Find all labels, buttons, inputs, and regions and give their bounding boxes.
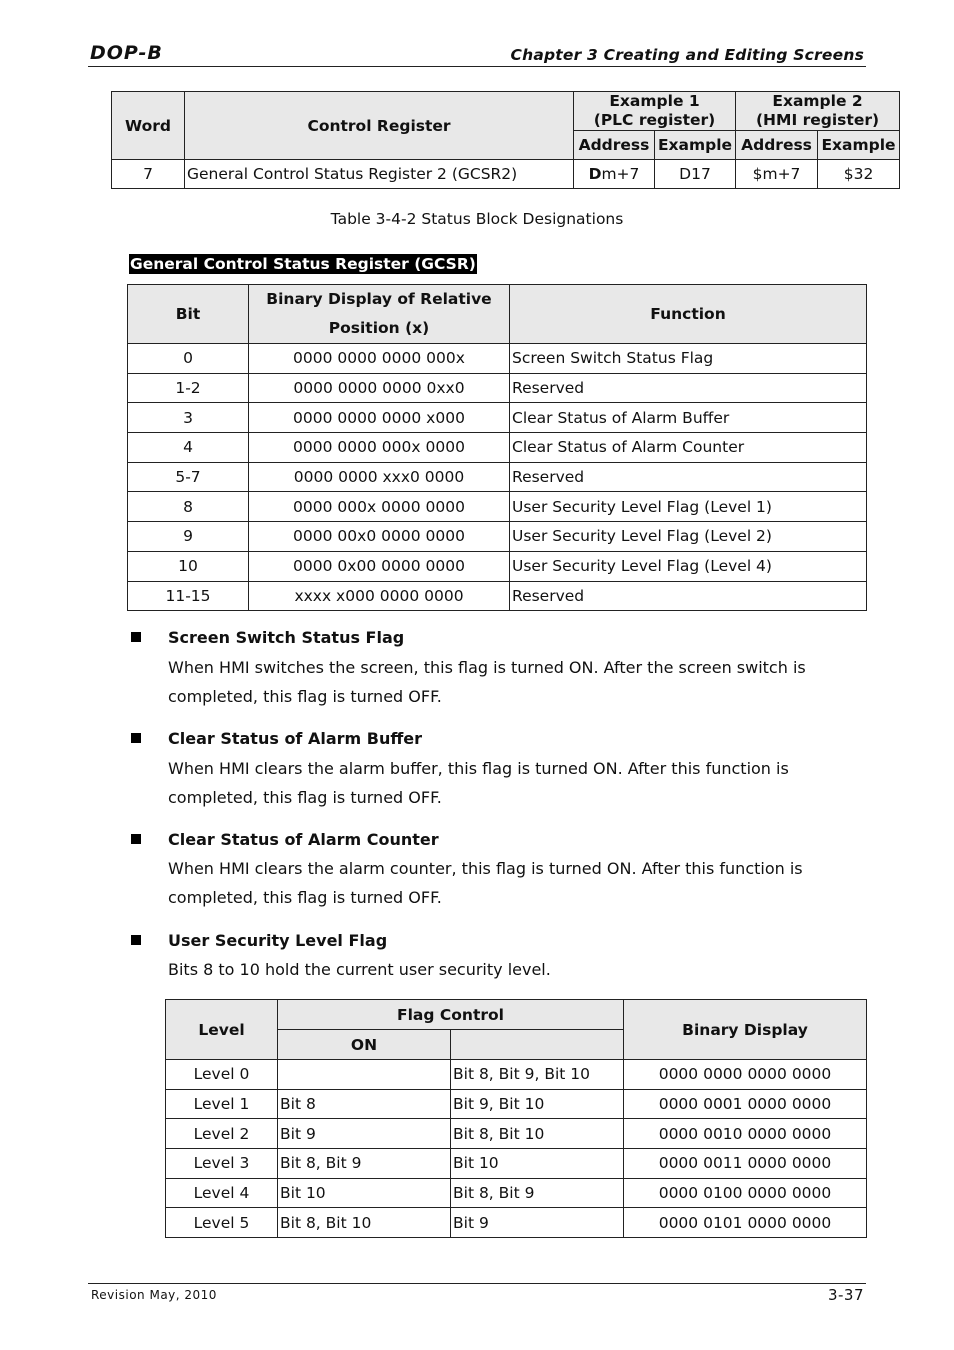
cell-binary: 0000 0011 0000 0000 (624, 1149, 867, 1179)
bullet-square-icon (131, 632, 141, 642)
cell-level: Level 0 (166, 1060, 278, 1090)
chapter-title: Chapter 3 Creating and Editing Screens (510, 46, 864, 64)
body-line: When HMI switches the screen, this flag is turned ON. After the screen switch is (168, 658, 806, 677)
table-row (128, 433, 867, 463)
cell-bit: 4 (128, 433, 249, 463)
cell-on: Bit 10 (278, 1178, 451, 1208)
cell-level: Level 5 (166, 1208, 278, 1238)
cell-binary: 0000 0x00 0000 0000 (249, 551, 510, 581)
header-binary-display: Binary Display (624, 1000, 867, 1060)
section-heading: General Control Status Register (GCSR) (130, 255, 476, 273)
header-word: Word (112, 92, 185, 160)
table-row (128, 551, 867, 581)
body-line: When HMI clears the alarm counter, this flag is turned ON. After this function is (168, 859, 803, 878)
revision-date: Revision May, 2010 (91, 1288, 217, 1302)
cell-hmi-example: $32 (818, 160, 900, 189)
cell-function: Reserved (510, 581, 867, 611)
bullet-square-icon (131, 935, 141, 945)
cell-on: Bit 8 (278, 1089, 451, 1119)
section-body-alarm-buffer (168, 755, 848, 812)
cell-function: Clear Status of Alarm Counter (510, 433, 867, 463)
table-row (166, 1178, 867, 1208)
header-binary-line2: Position (x) (328, 319, 430, 337)
cell-binary: 0000 000x 0000 0000 (249, 492, 510, 522)
header-plc-example: Example (655, 131, 736, 160)
section-body-alarm-counter (168, 855, 848, 912)
section-body-user-security (168, 956, 848, 985)
cell-function: User Security Level Flag (Level 1) (510, 492, 867, 522)
body-line: Bits 8 to 10 hold the current user security level. (168, 960, 551, 979)
footer-divider (88, 1283, 866, 1284)
cell-binary: 0000 0000 0000 000x (249, 344, 510, 374)
header-flag-control: Flag Control (278, 1000, 624, 1030)
cell-register: General Control Status Register 2 (GCSR2) (185, 160, 574, 189)
gcsr-table (127, 284, 867, 611)
header-example2-line1: Example 2 (772, 92, 863, 110)
section-title-alarm-buffer: Clear Status of Alarm Buffer (168, 729, 423, 748)
cell-binary: xxxx x000 0000 0000 (249, 581, 510, 611)
header-on: ON (278, 1030, 451, 1060)
cell-on: Bit 8, Bit 10 (278, 1208, 451, 1238)
cell-function: Clear Status of Alarm Buffer (510, 403, 867, 433)
cell-bit: 11-15 (128, 581, 249, 611)
cell-off: Bit 8, Bit 9 (451, 1178, 624, 1208)
cell-level: Level 1 (166, 1089, 278, 1119)
header-example2 (736, 92, 900, 131)
cell-level: Level 2 (166, 1119, 278, 1149)
cell-binary: 0000 0100 0000 0000 (624, 1178, 867, 1208)
security-level-table (165, 999, 867, 1238)
cell-level: Level 3 (166, 1149, 278, 1179)
cell-hmi-address: $m+7 (736, 160, 818, 189)
cell-off: Bit 8, Bit 9, Bit 10 (451, 1060, 624, 1090)
cell-off: Bit 8, Bit 10 (451, 1119, 624, 1149)
cell-off: Bit 9 (451, 1208, 624, 1238)
header-control-register: Control Register (185, 92, 574, 160)
cell-bit: 8 (128, 492, 249, 522)
cell-binary: 0000 00x0 0000 0000 (249, 522, 510, 552)
cell-plc-address (574, 160, 655, 189)
cell-bit: 1-2 (128, 373, 249, 403)
section-title-alarm-counter: Clear Status of Alarm Counter (168, 830, 439, 849)
cell-bit: 10 (128, 551, 249, 581)
cell-bit: 0 (128, 344, 249, 374)
cell-function: Reserved (510, 373, 867, 403)
cell-word: 7 (112, 160, 185, 189)
address-prefix: D (588, 165, 602, 183)
cell-level: Level 4 (166, 1178, 278, 1208)
table-row (128, 581, 867, 611)
cell-binary: 0000 0010 0000 0000 (624, 1119, 867, 1149)
header-binary-line1: Binary Display of Relative (266, 290, 492, 308)
body-line: completed, this flag is turned OFF. (168, 787, 442, 807)
header-plc-address: Address (574, 131, 655, 160)
cell-on: Bit 9 (278, 1119, 451, 1149)
cell-bit: 5-7 (128, 462, 249, 492)
section-body-screen-switch (168, 654, 848, 711)
header-example1-line1: Example 1 (609, 92, 700, 110)
table-caption: Table 3-4-2 Status Block Designations (330, 210, 624, 228)
table-row (128, 373, 867, 403)
table-row (166, 1060, 867, 1090)
body-line: When HMI clears the alarm buffer, this flag is turned ON. After this function is (168, 759, 789, 778)
cell-off: Bit 9, Bit 10 (451, 1089, 624, 1119)
cell-binary: 0000 0000 0000 x000 (249, 403, 510, 433)
table-row (166, 1089, 867, 1119)
cell-function: Reserved (510, 462, 867, 492)
header-hmi-address: Address (736, 131, 818, 160)
table-row (128, 522, 867, 552)
header-hmi-example: Example (818, 131, 900, 160)
body-line: completed, this flag is turned OFF. (168, 686, 442, 706)
cell-binary: 0000 0000 0000 0xx0 (249, 373, 510, 403)
table-row (112, 160, 900, 189)
cell-bit: 9 (128, 522, 249, 552)
bullet-square-icon (131, 834, 141, 844)
header-example2-line2: (HMI register) (755, 111, 880, 129)
cell-binary: 0000 0000 000x 0000 (249, 433, 510, 463)
cell-plc-example: D17 (655, 160, 736, 189)
header-bit: Bit (128, 285, 249, 344)
body-line: completed, this flag is turned OFF. (168, 887, 442, 907)
header-off (451, 1030, 624, 1060)
brand-logo: DOP-B (90, 42, 163, 64)
cell-on (278, 1060, 451, 1090)
header-divider (88, 66, 866, 67)
table-row (128, 462, 867, 492)
table-row (166, 1119, 867, 1149)
cell-binary: 0000 0001 0000 0000 (624, 1089, 867, 1119)
cell-function: User Security Level Flag (Level 2) (510, 522, 867, 552)
cell-bit: 3 (128, 403, 249, 433)
status-block-table (111, 91, 900, 189)
table-row (128, 492, 867, 522)
cell-function: User Security Level Flag (Level 4) (510, 551, 867, 581)
bullet-square-icon (131, 733, 141, 743)
header-function: Function (510, 285, 867, 344)
section-title-screen-switch: Screen Switch Status Flag (168, 628, 405, 647)
cell-function: Screen Switch Status Flag (510, 344, 867, 374)
table-row (128, 403, 867, 433)
cell-binary: 0000 0000 0000 0000 (624, 1060, 867, 1090)
address-suffix: m+7 (601, 165, 640, 183)
section-title-user-security: User Security Level Flag (168, 931, 388, 950)
header-example1-line2: (PLC register) (593, 111, 716, 129)
cell-on: Bit 8, Bit 9 (278, 1149, 451, 1179)
cell-off: Bit 10 (451, 1149, 624, 1179)
table-row (128, 344, 867, 374)
page-number: 3-37 (827, 1286, 864, 1304)
table-row (166, 1149, 867, 1179)
cell-binary: 0000 0000 xxx0 0000 (249, 462, 510, 492)
cell-binary: 0000 0101 0000 0000 (624, 1208, 867, 1238)
header-binary-display (249, 285, 510, 344)
header-level: Level (166, 1000, 278, 1060)
header-example1 (574, 92, 736, 131)
table-row (166, 1208, 867, 1238)
